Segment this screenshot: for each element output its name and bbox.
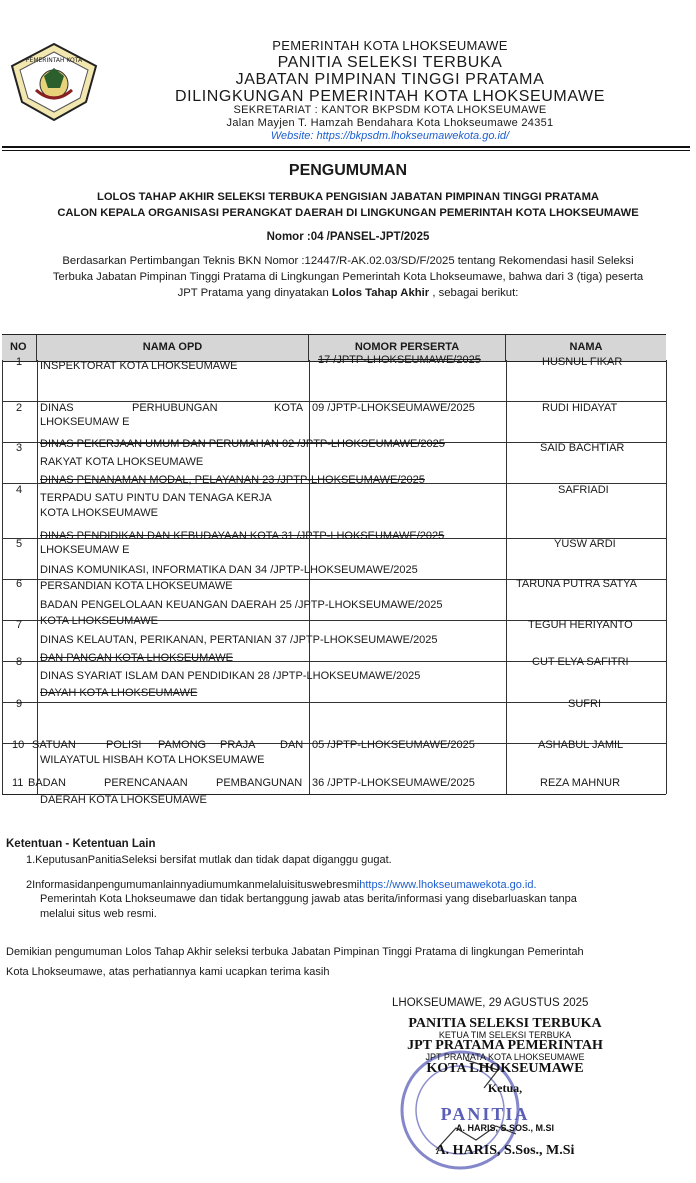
row-opd-nomor: DINAS KELAUTAN, PERIKANAN, PERTANIAN 37 /JPTP-LHOKSEUMAWE/2025	[40, 634, 438, 646]
row-no: 10	[12, 739, 25, 751]
signature-name: A. HARIS, S.Sos., M.Si	[435, 1143, 575, 1158]
row-nama: YUSW ARDI	[554, 538, 616, 550]
letterhead-website-link[interactable]: Website: https://bkpsdm.lhokseumawekota.go.id/	[270, 130, 510, 142]
signature-name-small: A. HARIS, S.SOS., M.SI	[455, 1123, 554, 1133]
logo-caption: PEMERINTAH KOTA	[25, 57, 83, 64]
row-no: 9	[16, 698, 23, 710]
stamp-text: PANITIA	[440, 1104, 530, 1124]
row-no: 11	[12, 777, 24, 789]
provision-item-2-line-3: melalui situs web resmi.	[40, 908, 157, 920]
table-grid-line	[666, 360, 667, 794]
provision-website-link[interactable]: https://www.lhokseumawekota.go.id.	[359, 879, 537, 891]
row-nama: REZA MAHNUR	[540, 777, 621, 789]
row-no: 3	[16, 442, 23, 454]
row-nomor: 09 /JPTP-LHOKSEUMAWE/2025	[312, 402, 475, 414]
row-opd: WILAYATUL HISBAH KOTA LHOKSEUMAWE	[40, 754, 265, 766]
announcement-subtitle-1: LOLOS TAHAP AKHIR SELEKSI TERBUKA PENGISIAN JABATAN PIMPINAN TINGGI PRATAMA	[97, 191, 599, 203]
provision-item-2-text: 2Informasidanpengumumanlainnyadiumumkanmelaluisituswebresmi	[26, 879, 360, 891]
row-opd: RAKYAT KOTA LHOKSEUMAWE	[40, 456, 204, 468]
header-nomor: NOMOR PERSERTA	[309, 335, 506, 361]
row-opd-nomor: DINAS PEKERJAAN UMUM DAN PERUMAHAN 02 /JPTP-LHOKSEUMAWE/2025	[40, 438, 445, 450]
signature-org-3: KOTA LHOKSEUMAWE	[426, 1061, 584, 1076]
row-nomor: 17 /JPTP-LHOKSEUMAWE/2025	[318, 354, 481, 366]
closing-line-1: Demikian pengumuman Lolos Tahap Akhir seleksi terbuka Jabatan Pimpinan Tinggi Pratama di lingkungan Pemerintah	[6, 946, 584, 958]
signature-block	[380, 1016, 630, 1159]
row-opd-nomor: BADAN PENGELOLAAN KEUANGAN DAERAH 25 /JPTP-LHOKSEUMAWE/2025	[40, 599, 443, 611]
row-nama: SAFRIADI	[558, 484, 609, 496]
signature-org-2: JPT PRATAMA PEMERINTAH	[407, 1038, 603, 1053]
row-opd: PEMBANGUNAN	[216, 777, 303, 789]
row-nama: SUFRI	[568, 698, 601, 710]
letterhead-address: Jalan Mayjen T. Hamzah Bendahara Kota Lhokseumawe 24351	[226, 117, 554, 129]
row-opd-nomor: DINAS KOMUNIKASI, INFORMATIKA DAN 34 /JPTP-LHOKSEUMAWE/2025	[40, 564, 418, 576]
row-opd: SATUAN	[32, 739, 76, 751]
intro-text-end: , sebagai berikut:	[429, 287, 519, 299]
row-no: 5	[16, 538, 23, 550]
row-opd: LHOKSEUMAW E	[40, 416, 130, 428]
table-row	[2, 702, 666, 744]
intro-bold: Lolos Tahap Akhir	[331, 287, 430, 299]
row-opd: TERPADU SATU PINTU DAN TENAGA KERJA	[40, 492, 272, 504]
provision-item-2	[26, 879, 537, 891]
row-opd: INSPEKTORAT KOTA LHOKSEUMAWE	[40, 360, 238, 372]
row-opd: DAN	[280, 739, 304, 751]
results-table	[2, 334, 666, 806]
header-nama: NAMA	[569, 341, 603, 353]
intro-line-3	[22, 285, 674, 301]
row-opd: LHOKSEUMAW E	[40, 544, 130, 556]
letterhead-rule	[2, 146, 690, 148]
signature-org-2-small: JPT PRAMATA KOTA LHOKSEUMAWE	[425, 1052, 585, 1062]
row-opd: PERSANDIAN KOTA LHOKSEUMAWE	[40, 580, 233, 592]
row-nama: CUT ELYA SAFITRI	[532, 656, 629, 668]
row-no: 8	[16, 656, 23, 668]
row-opd: PERHUBUNGAN	[132, 402, 218, 414]
row-no: 4	[16, 484, 23, 496]
intro-line-2: Terbuka Jabatan Pimpinan Tinggi Pratama di Lingkungan Pemerintah Kota Lhokseumawe, bahwa dari 3 (tiga) peserta	[52, 271, 644, 283]
row-opd-nomor: DINAS SYARIAT ISLAM DAN PENDIDIKAN 28 /JPTP-LHOKSEUMAWE/2025	[40, 670, 421, 682]
row-nama: RUDI HIDAYAT	[542, 402, 618, 414]
letterhead-scope: DILINGKUNGAN PEMERINTAH KOTA LHOKSEUMAWE	[175, 88, 605, 105]
intro-text: JPT Pratama yang dinyatakan	[177, 287, 332, 299]
signature-date: LHOKSEUMAWE, 29 AGUSTUS 2025	[392, 997, 589, 1009]
signature-org-1: PANITIA SELEKSI TERBUKA	[408, 1016, 602, 1031]
announcement-number: Nomor :04 /PANSEL-JPT/2025	[266, 231, 430, 243]
provision-item-2-line-2: Pemerintah Kota Lhokseumawe dan tidak bertanggung jawab atas berita/informasi yang disebarluaskan tanpa	[40, 893, 577, 905]
signature-role: Ketua,	[487, 1081, 523, 1095]
provision-item-1: 1.KeputusanPanitiaSeleksi bersifat mutlak dan tidak dapat diganggu gugat.	[26, 854, 392, 866]
signature-org-1-small: KETUA TIM SELEKSI TERBUKA	[438, 1030, 572, 1040]
header-no: NO	[2, 335, 37, 361]
announcement-subtitle-2: CALON KEPALA ORGANISASI PERANGKAT DAERAH DI LINGKUNGAN PEMERINTAH KOTA LHOKSEUMAWE	[57, 207, 639, 219]
announcement-intro	[22, 253, 674, 301]
row-opd: KOTA	[274, 402, 304, 414]
letterhead-government: PEMERINTAH KOTA LHOKSEUMAWE	[272, 38, 508, 53]
row-nama: HUSNUL FIKAR	[542, 356, 623, 368]
row-nama: TARUNA PUTRA SATYA	[516, 578, 638, 590]
row-nama: TEGUH HERIYANTO	[528, 619, 633, 631]
row-opd: PRAJA	[220, 739, 256, 751]
letterhead-secretariat: SEKRETARIAT : KANTOR BKPSDM KOTA LHOKSEUMAWE	[233, 104, 547, 116]
row-nama: ASHABUL JAMIL	[538, 739, 624, 751]
row-no: 6	[16, 578, 23, 590]
row-nama: SAID BACHTIAR	[540, 442, 625, 454]
row-nomor: 05 /JPTP-LHOKSEUMAWE/2025	[312, 739, 475, 751]
provisions-heading: Ketentuan - Ketentuan Lain	[6, 838, 156, 850]
row-opd: BADAN	[28, 777, 66, 789]
closing-paragraph	[6, 942, 666, 982]
row-opd: KOTA LHOKSEUMAWE	[40, 507, 158, 519]
letterhead-rule-thin	[2, 150, 690, 151]
row-opd: DAYAH KOTA LHOKSEUMAWE	[40, 687, 198, 699]
announcement-title: PENGUMUMAN	[288, 162, 408, 179]
row-opd: KOTA LHOKSEUMAWE	[40, 615, 158, 627]
row-no: 7	[16, 619, 23, 631]
row-opd: DAN PANGAN KOTA LHOKSEUMAWE	[40, 652, 233, 664]
letterhead-committee: PANITIA SELEKSI TERBUKA	[277, 54, 503, 71]
closing-line-2: Kota Lhokseumawe, atas perhatiannya kami ucapkan terima kasih	[6, 966, 330, 978]
intro-line-1: Berdasarkan Pertimbangan Teknis BKN Nomor :12447/R-AK.02.03/SD/F/2025 tentang Rekomendasi hasil Seleksi	[62, 255, 634, 267]
row-no: 1	[16, 356, 23, 368]
row-opd: PAMONG	[158, 739, 207, 751]
row-opd-nomor: DINAS PENDIDIKAN DAN KEBUDAYAAN KOTA 31 /JPTP-LHOKSEUMAWE/2025	[40, 530, 445, 542]
city-emblem-logo	[6, 40, 102, 124]
row-opd: PERENCANAAN	[104, 777, 188, 789]
row-opd: DAERAH KOTA LHOKSEUMAWE	[40, 794, 207, 806]
row-opd-nomor: DINAS PENANAMAN MODAL, PELAYANAN 23 /JPTP-LHOKSEUMAWE/2025	[40, 474, 425, 486]
letterhead-position: JABATAN PIMPINAN TINGGI PRATAMA	[235, 71, 545, 88]
row-nomor: 36 /JPTP-LHOKSEUMAWE/2025	[312, 777, 475, 789]
row-opd: DINAS	[40, 402, 74, 414]
header-opd: NAMA OPD	[37, 335, 309, 361]
row-opd: POLISI	[106, 739, 142, 751]
row-no: 2	[16, 402, 23, 414]
